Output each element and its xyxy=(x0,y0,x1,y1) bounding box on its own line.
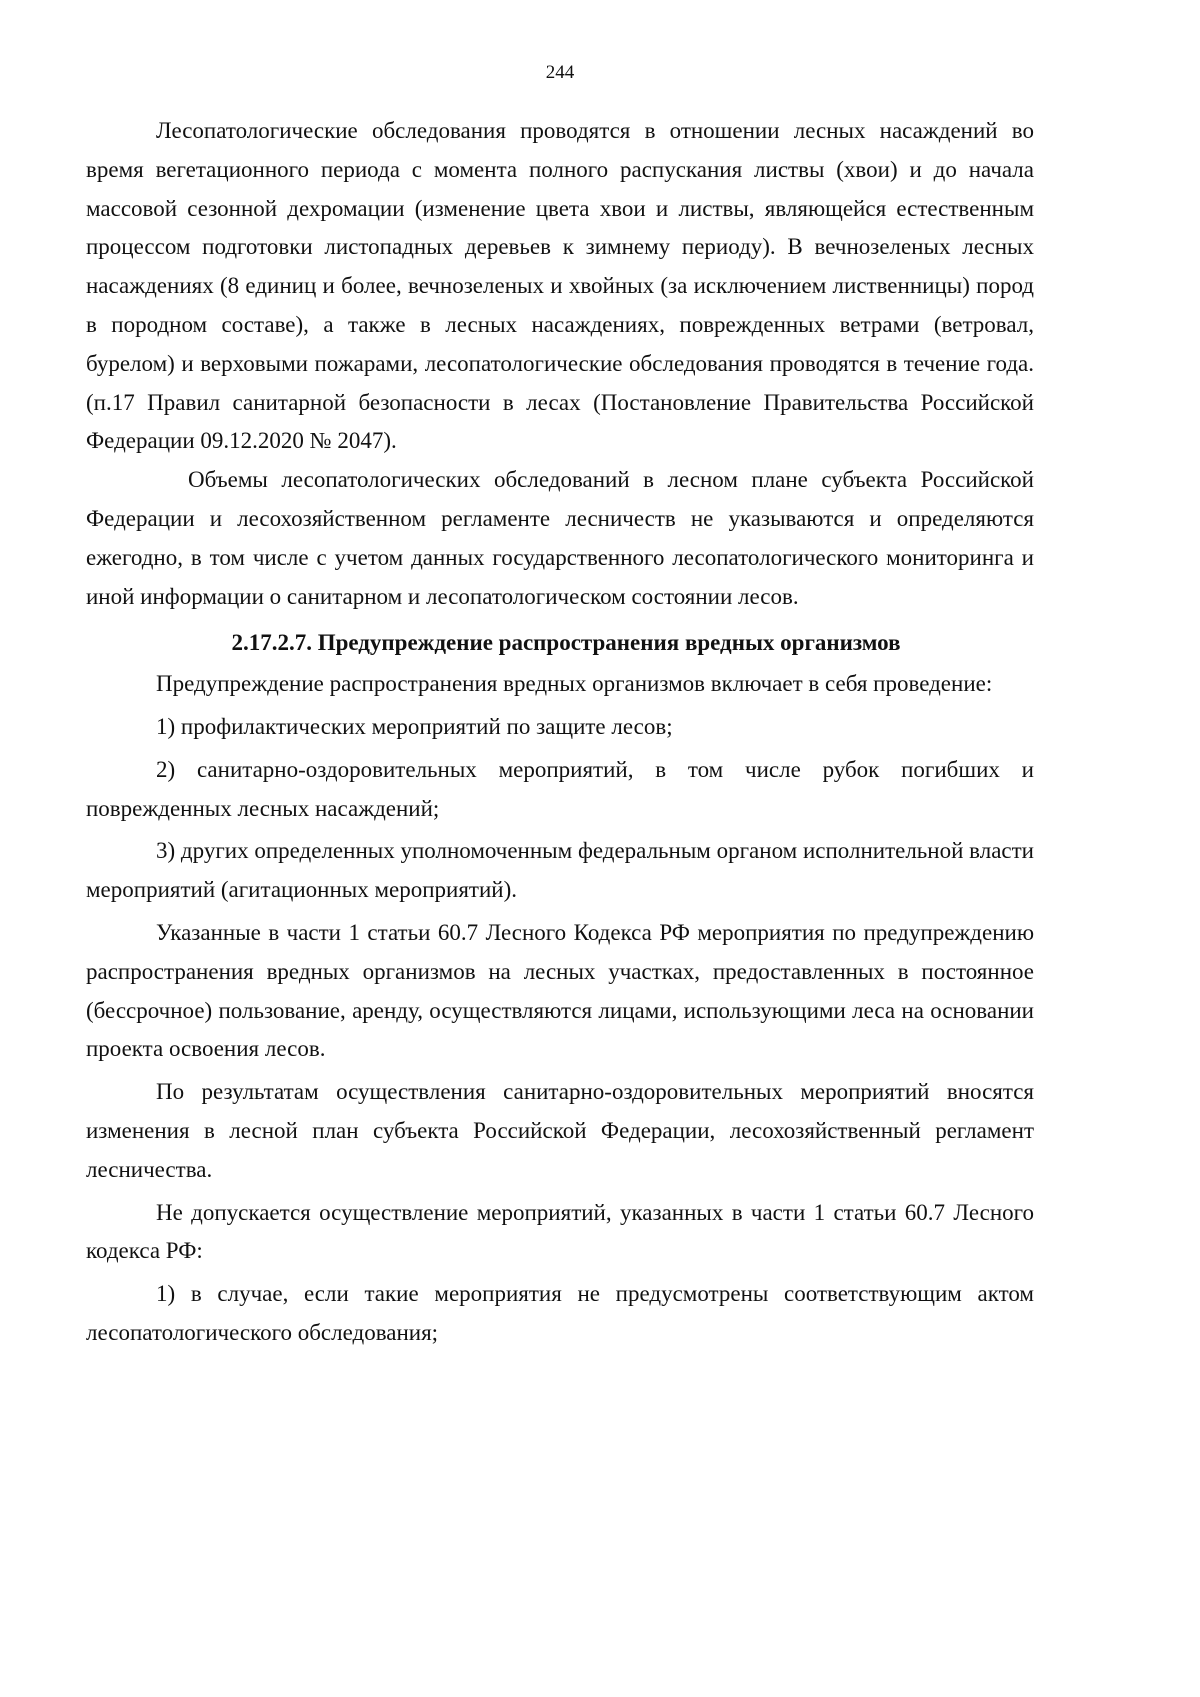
paragraph-plan-changes: По результатам осуществления санитарно-оздоровительных мероприятий вносятся изменения в лесной план субъекта Российской Федерации, лесохозяйственный регламент лесничества. xyxy=(86,1079,1034,1182)
paragraph-prevention-intro: Предупреждение распространения вредных организмов включает в себя проведение: xyxy=(156,671,993,697)
document-body xyxy=(86,112,1034,1353)
paragraph-not-permitted: Не допускается осуществление мероприятий, указанных в части 1 статьи 60.7 Лесного кодекса РФ: xyxy=(86,1199,1034,1264)
section-heading: 2.17.2.7. Предупреждение распространения вредных организмов xyxy=(231,630,901,656)
document-page xyxy=(86,62,1034,1353)
paragraph-lessees: Указанные в части 1 статьи 60.7 Лесного Кодекса РФ мероприятия по предупреждению распространения вредных организмов на лесных участках, предоставленных в постоянное (бессрочное) пользование, аренду, осуществляются лицами, использующими леса на основании проекта освоения лесов. xyxy=(86,919,1034,1062)
list-item-3: 3) других определенных уполномоченным федеральным органом исполнительной власти мероприятий (агитационных мероприятий). xyxy=(86,838,1034,903)
list-item-2: 2) санитарно-оздоровительных мероприятий, в том числе рубок погибших и поврежденных лесных насаждений; xyxy=(86,756,1034,821)
paragraph-survey-timing: Лесопатологические обследования проводятся в отношении лесных насаждений во время вегетационного периода с момента полного распускания листвы (хвои) и до начала массовой сезонной дехромации (изменение цвета хвои и листвы, являющейся естественным процессом подготовки листопадных деревьев к зимнему периоду). В вечнозеленых лесных насаждениях (8 единиц и более, вечнозеленых и хвойных (за исключением лиственницы) пород в породном составе), а также в лесных насаждениях, поврежденных ветрами (ветровал, бурелом) и верховыми пожарами, лесопатологические обследования проводятся в течение года. (п.17 Правил санитарной безопасности в лесах (Постановление Правительства Российской Федерации 09.12.2020 № 2047). xyxy=(86,118,1034,454)
restriction-item-1: 1) в случае, если такие мероприятия не предусмотрены соответствующим актом лесопатологического обследования; xyxy=(86,1281,1034,1345)
paragraph-survey-volumes: Объемы лесопатологических обследований в лесном плане субъекта Российской Федерации и лесохозяйственном регламенте лесничеств не указываются и определяются ежегодно, в том числе с учетом данных государственного лесопатологического мониторинга и иной информации о санитарном и лесопатологическом состоянии лесов. xyxy=(86,467,1034,609)
page-number: 244 xyxy=(545,62,575,83)
list-item-1: 1) профилактических мероприятий по защите лесов; xyxy=(156,713,673,739)
